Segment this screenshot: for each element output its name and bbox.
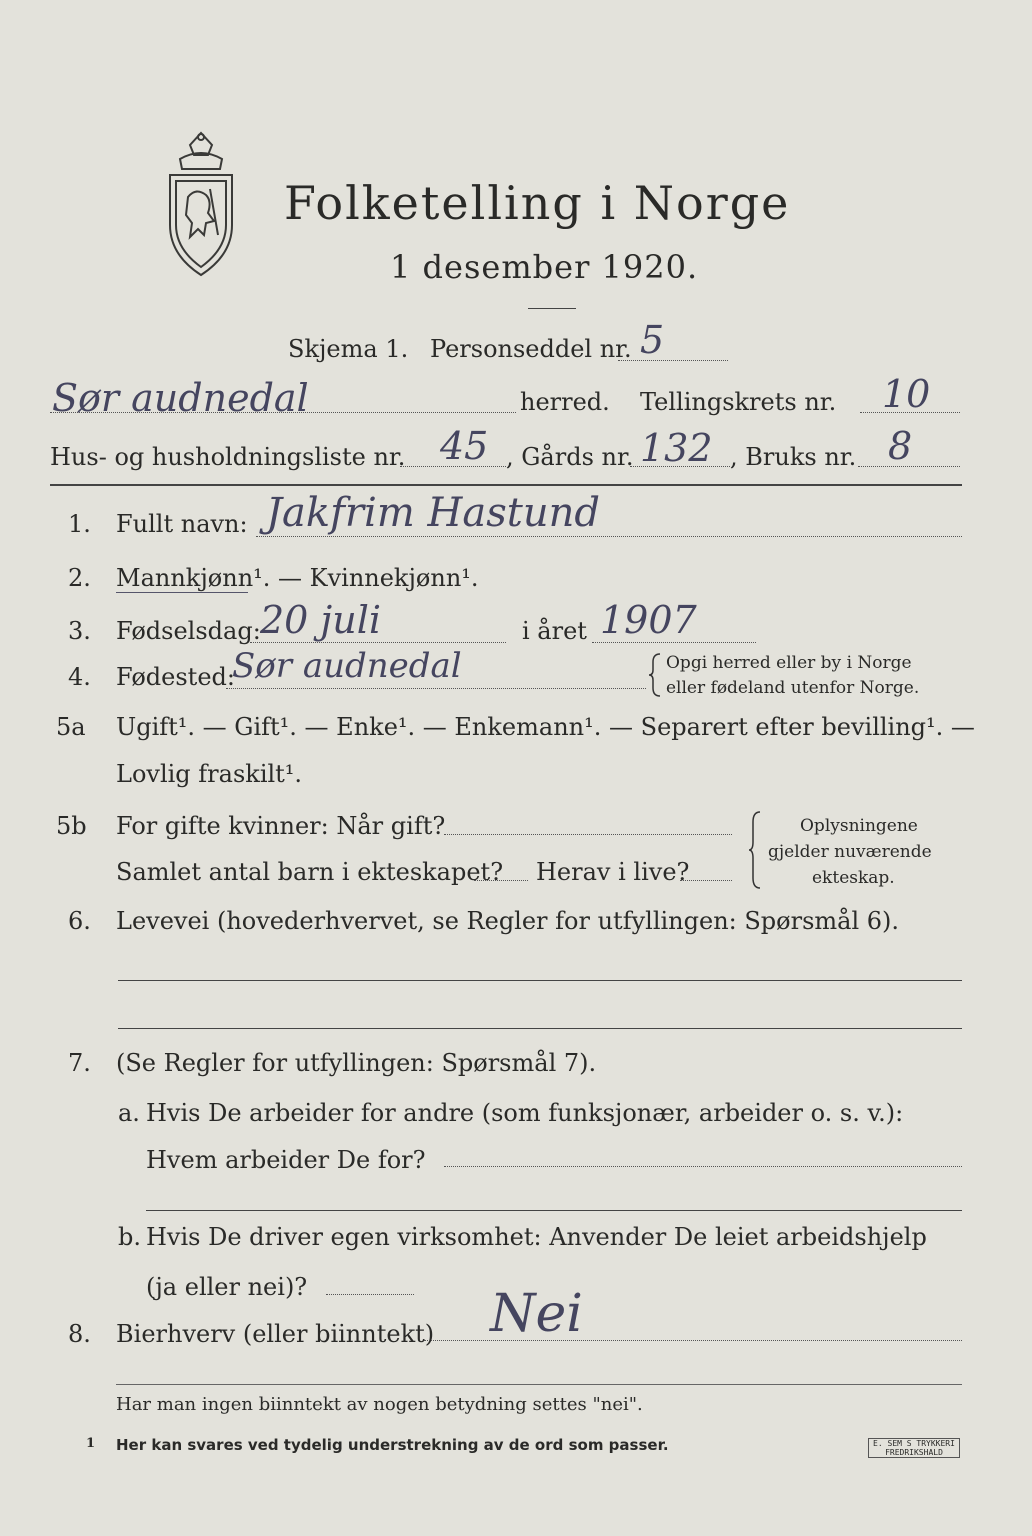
children-count-line xyxy=(474,880,528,881)
birthplace-label: Fødested: xyxy=(116,663,235,691)
children-alive-label: Herav i live? xyxy=(536,858,690,886)
full-name-label: Fullt navn: xyxy=(116,510,248,538)
question-number: 4. xyxy=(68,663,91,691)
gards-label: , Gårds nr. xyxy=(506,443,634,471)
schema-label: Skjema 1. xyxy=(288,335,409,363)
form-date: 1 desember 1920. xyxy=(390,248,699,286)
question-number: 3. xyxy=(68,617,91,645)
bruks-value[interactable]: 8 xyxy=(888,424,913,468)
footnote-text: Her kan svares ved tydelig understrekning av de ord som passer. xyxy=(116,1436,669,1454)
occupation-line-1[interactable] xyxy=(118,980,962,981)
gender-label[interactable]: Mannkjønn¹. — Kvinnekjønn¹. xyxy=(116,564,479,592)
coat-of-arms-icon xyxy=(160,125,242,280)
self-employed-question: Hvis De driver egen virksomhet: Anvender De leiet arbeidshjelp xyxy=(146,1223,927,1251)
footnote-mark: 1 xyxy=(86,1436,96,1451)
gards-value[interactable]: 132 xyxy=(640,426,713,470)
hired-help-label: (ja eller nei)? xyxy=(146,1273,308,1301)
children-alive-line xyxy=(680,880,732,881)
herred-value[interactable]: Sør audnedal xyxy=(52,376,309,420)
side-income-label: Bierhverv (eller biinntekt) xyxy=(116,1320,435,1348)
full-name-value[interactable]: Jakfrim Hastund xyxy=(266,490,600,536)
question-number: 8. xyxy=(68,1320,91,1348)
occupation-label: Levevei (hovederhvervet, se Regler for utfyllingen: Spørsmål 6). xyxy=(116,907,900,935)
header-separator xyxy=(50,484,962,486)
bruks-label: , Bruks nr. xyxy=(730,443,857,471)
employer-label: Hvem arbeider De for? xyxy=(146,1146,426,1174)
question-number: b. xyxy=(118,1223,141,1251)
title-divider xyxy=(528,308,576,309)
marital-status-options[interactable]: Ugift¹. — Gift¹. — Enke¹. — Enkemann¹. — Separert efter bevilling¹. — xyxy=(116,713,975,741)
question-number: 7. xyxy=(68,1049,91,1077)
personseddel-label: Personseddel nr. xyxy=(430,335,632,363)
printer-stamp: E. SEM S TRYKKERI FREDRIKSHALD xyxy=(868,1438,960,1458)
hus-label: Hus- og husholdningsliste nr. xyxy=(50,443,406,471)
side-income-value[interactable]: Nei xyxy=(490,1284,583,1344)
birthplace-value[interactable]: Sør audnedal xyxy=(232,646,462,686)
married-when-line xyxy=(444,834,732,835)
hired-help-line[interactable] xyxy=(326,1294,414,1295)
herred-label: herred. xyxy=(520,388,610,416)
question-number: 5a xyxy=(56,713,86,741)
question-number: 5b xyxy=(56,812,87,840)
birth-year-line xyxy=(592,642,756,643)
gender-underline xyxy=(116,592,248,593)
birthdate-label: Fødselsdag: xyxy=(116,617,261,645)
birthplace-note-2: eller fødeland utenfor Norge. xyxy=(666,678,920,698)
tellingskrets-value[interactable]: 10 xyxy=(882,372,931,416)
tellingskrets-label: Tellingskrets nr. xyxy=(640,388,837,416)
question-number: 1. xyxy=(68,510,91,538)
personseddel-line xyxy=(618,360,728,361)
brace-icon xyxy=(648,652,662,698)
employment-heading: (Se Regler for utfyllingen: Spørsmål 7). xyxy=(116,1049,597,1077)
marital-status-divorced[interactable]: Lovlig fraskilt¹. xyxy=(116,760,303,788)
birthdate-line xyxy=(250,642,506,643)
brace-icon xyxy=(748,810,762,890)
personseddel-value[interactable]: 5 xyxy=(640,318,665,362)
marriage-note-2: gjelder nuværende xyxy=(768,842,932,862)
birthplace-line xyxy=(226,688,646,689)
occupation-line-2[interactable] xyxy=(118,1028,962,1029)
marriage-note-3: ekteskap. xyxy=(812,868,895,888)
marriage-note-1: Oplysningene xyxy=(800,816,918,836)
employer-line[interactable] xyxy=(444,1166,962,1167)
question-number: 6. xyxy=(68,907,91,935)
question-number: a. xyxy=(118,1099,140,1127)
married-when-label: For gifte kvinner: Når gift? xyxy=(116,812,446,840)
full-name-line xyxy=(256,536,962,537)
birth-year-value[interactable]: 1907 xyxy=(600,598,697,642)
children-count-label: Samlet antal barn i ekteskapet? xyxy=(116,858,504,886)
form-title: Folketelling i Norge xyxy=(284,176,791,230)
question-number: 2. xyxy=(68,564,91,592)
hus-value[interactable]: 45 xyxy=(440,424,489,468)
birth-year-label: i året xyxy=(522,617,587,645)
employer-line-2[interactable] xyxy=(146,1210,962,1211)
birthdate-value[interactable]: 20 juli xyxy=(260,598,381,642)
side-income-note: Har man ingen biinntekt av nogen betydning settes "nei". xyxy=(116,1394,643,1415)
employer-question: Hvis De arbeider for andre (som funksjonær, arbeider o. s. v.): xyxy=(146,1099,904,1127)
footer-separator xyxy=(116,1384,962,1385)
birthplace-note-1: Opgi herred eller by i Norge xyxy=(666,653,912,673)
